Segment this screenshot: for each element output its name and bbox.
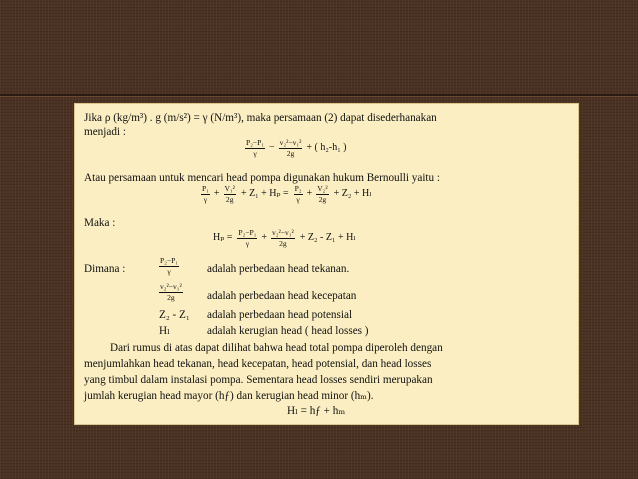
paragraph-line-1: Dari rumus di atas dapat dilihat bahwa head total pompa diperoleh dengan — [110, 342, 443, 354]
paragraph-line-3: yang timbul dalam instalasi pompa. Sementara head losses sendiri merupakan — [84, 374, 433, 386]
final-equation: Hₗ = hƒ + hₘ — [287, 405, 346, 417]
slide-content-card — [74, 103, 579, 425]
def-pressure-term: $\frac{\text{P₂−P₁}}{\gamma}$ — [160, 256, 179, 276]
intro-line: Jika ρ (kg/m³) . g (m/s²) = γ (N/m³), maka persamaan (2) dapat disederhanakan — [84, 112, 437, 124]
def-velocity-desc: adalah perbedaan head kecepatan — [207, 290, 357, 302]
intro-continuation: menjadi : — [84, 126, 126, 138]
top-divider — [0, 94, 638, 97]
eq2-p1-fraction: $\frac{\text{P₁}}{\gamma}$ — [202, 184, 209, 204]
def-velocity-term: $\frac{\text{v₂²−v₁²}}{2g}$ — [160, 282, 182, 302]
equation-head-pump: Hₚ = $\frac{\text{P₂−P₁}}{\gamma}$ + $\frac{\text{v₂²−v₁²}}{2g}$ + Z₂ - Z₁ + Hₗ — [213, 228, 356, 248]
eq3-fraction-pressure: $\frac{\text{P₂−P₁}}{\gamma}$ — [238, 228, 257, 248]
maka-label: Maka : — [84, 217, 116, 229]
eq2-v2-fraction: $\frac{\text{V₂²}}{2g}$ — [317, 184, 328, 204]
def-losses-term: Hₗ — [159, 325, 170, 337]
eq1-fraction-pressure: $\frac{\text{P₂−P₁}}{\gamma}$ — [246, 138, 265, 158]
eq2-v1-fraction: $\frac{\text{V₁²}}{2g}$ — [224, 184, 235, 204]
def-potential-term: Z₂ - Z₁ — [159, 309, 190, 321]
paragraph-line-4: jumlah kerugian head mayor (hƒ) dan kerugian head minor (hₘ). — [84, 390, 374, 402]
def-potential-desc: adalah perbedaan head potensial — [207, 309, 353, 321]
dimana-label: Dimana : — [84, 263, 126, 275]
equation-bernoulli: $\frac{\text{P₁}}{\gamma}$ + $\frac{\text{V₁²}}{2g}$ + Z₁ + Hₚ = $\frac{\text{P₂}}{\gamma}$ + $\frac{\text{V₂²}}{2g}$ + Z₂ + Hₗ — [202, 184, 372, 204]
paragraph-line-2: menjumlahkan head tekanan, head kecepatan, head potensial, dan head losses — [84, 358, 432, 370]
bernoulli-intro: Atau persamaan untuk mencari head pompa digunakan hukum Bernoulli yaitu : — [84, 172, 441, 184]
eq1-fraction-velocity: $\frac{\text{v₂²−v₁²}}{2g}$ — [279, 138, 302, 158]
def-pressure-desc: adalah perbedaan head tekanan. — [207, 263, 350, 275]
def-losses-desc: adalah kerugian head ( head losses ) — [207, 325, 369, 337]
equation-1: $\frac{\text{P₂−P₁}}{\gamma}$ − $\frac{\text{v₂²−v₁²}}{2g}$ + ( h₂-h₁ ) — [246, 138, 347, 158]
eq2-p2-fraction: $\frac{\text{P₂}}{\gamma}$ — [294, 184, 302, 204]
eq3-fraction-velocity: $\frac{\text{v₂²−v₁²}}{2g}$ — [272, 228, 294, 248]
